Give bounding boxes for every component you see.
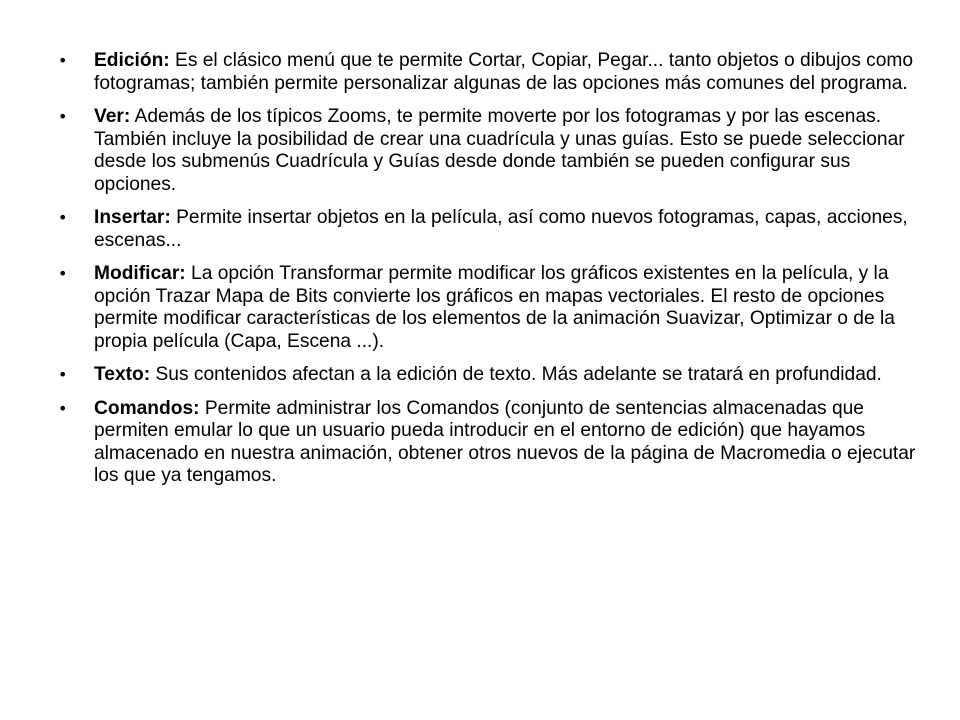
bullet-text: Es el clásico menú que te permite Cortar, Copiar, Pegar... tanto objetos o dibujos como fotogramas; también permite personalizar algunas de las opciones más comunes del programa. (94, 50, 914, 94)
bullet-dot-icon: • (58, 107, 68, 126)
bullet-dot-icon: • (58, 365, 68, 384)
bullet-text: Permite insertar objetos en la película, así como nuevos fotogramas, capas, acciones, escenas... (94, 207, 908, 251)
bullet-list (58, 50, 928, 499)
bullet-term: Comandos: (94, 397, 200, 419)
bullet-dot-icon: • (58, 264, 68, 283)
bullet-item-modificar (58, 263, 928, 353)
bullet-dot-icon: • (58, 398, 68, 418)
bullet-item-texto (58, 364, 928, 387)
bullet-term: Modificar: (94, 263, 186, 284)
bullet-dot-icon: • (58, 51, 68, 70)
bullet-item-insertar (58, 207, 928, 252)
bullet-item-comandos (58, 398, 928, 488)
bullet-dot-icon: • (58, 208, 68, 227)
bullet-item-edicion (58, 50, 928, 95)
bullet-term: Insertar: (94, 207, 171, 228)
bullet-item-ver (58, 106, 928, 196)
bullet-text: Además de los típicos Zooms, te permite moverte por los fotogramas y por las escenas. También incluye la posibilidad de crear una cuadrícula y unas guías. Esto se puede seleccionar desde los submenús Cuadrícula y Guías desde donde también se pueden configurar sus opciones. (94, 106, 905, 195)
bullet-text: Sus contenidos afectan a la edición de texto. Más adelante se tratará en profundidad. (150, 364, 882, 385)
bullet-term: Texto: (94, 364, 151, 385)
bullet-text: Permite administrar los Comandos (conjunto de sentencias almacenadas que permiten emular lo que un usuario pueda introducir en el entorno de edición) que hayamos almacenado en nuestra animación, obtener otros nuevos de la página de Macromedia o ejecutar los que ya tengamos. (94, 397, 916, 486)
bullet-term: Ver: (94, 106, 131, 127)
bullet-term: Edición: (94, 50, 170, 71)
bullet-text: La opción Transformar permite modificar los gráficos existentes en la película, y la opción Trazar Mapa de Bits convierte los gráficos en mapas vectoriales. El resto de opciones permite modificar características de los elementos de la animación Suavizar, Optimizar o de la propia película (Capa, Escena ...). (94, 263, 895, 352)
